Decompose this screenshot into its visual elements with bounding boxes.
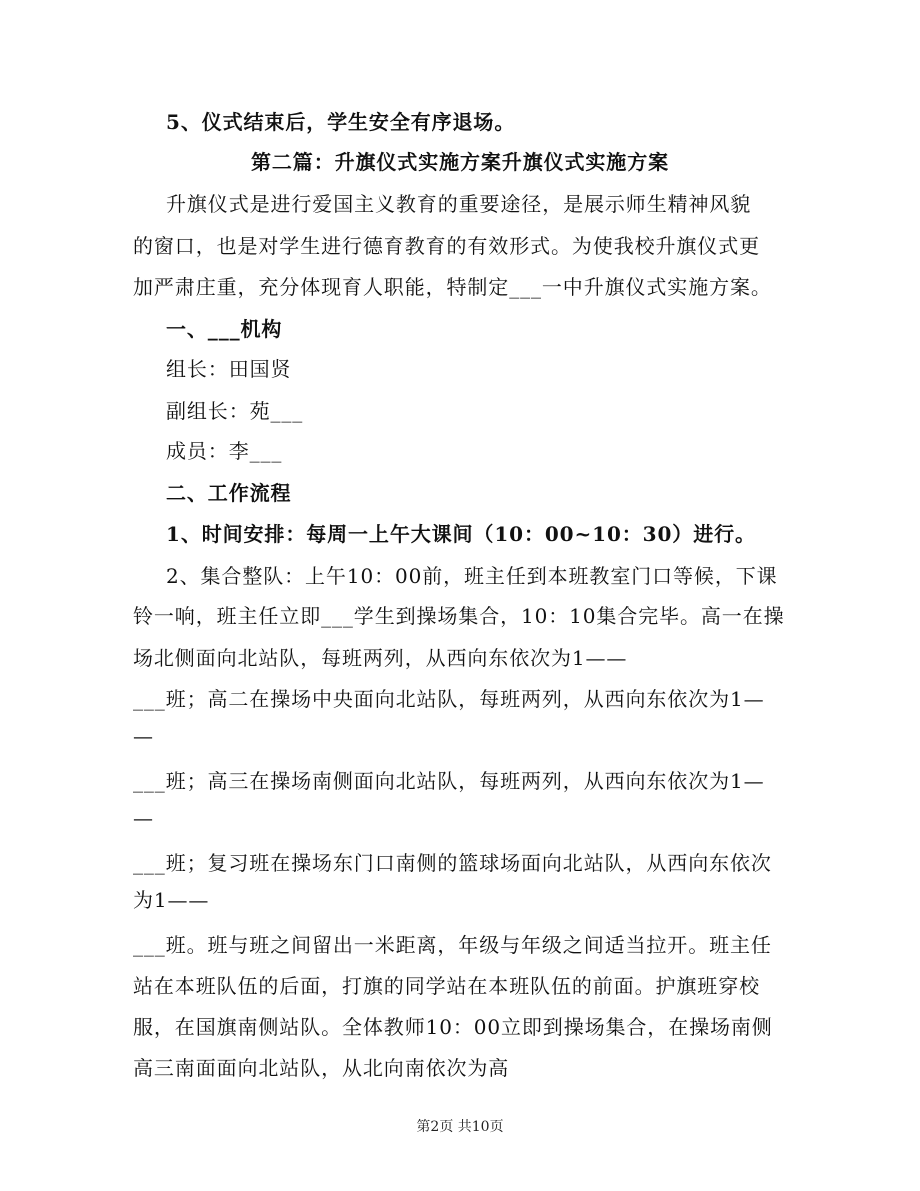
heading-workflow: 二、工作流程 — [166, 481, 292, 505]
schedule-line: 1、时间安排：每周一上午大课间（10：00~10：30）进行。 — [166, 522, 756, 546]
paragraph-line: 站在本班队伍的后面，打旗的同学站在本班队伍的前面。护旗班穿校 — [133, 974, 760, 998]
paragraph-line: ___班；复习班在操场东门口南侧的篮球场面向北站队，从西向东依次 — [133, 851, 772, 875]
paragraph-line: 服，在国旗南侧站队。全体教师10：00立即到操场集合，在操场南侧 — [133, 1015, 773, 1039]
paragraph-line: 铃一响，班主任立即___学生到操场集合，10：10集合完毕。高一在操 — [133, 604, 785, 628]
paragraph-line: ___班。班与班之间留出一米距离，年级与年级之间适当拉开。班主任 — [133, 933, 772, 957]
paragraph-line: 高三南面面向北站队，从北向南依次为高 — [133, 1056, 510, 1080]
paragraph-line: 2、集合整队：上午10：00前，班主任到本班教室门口等候，下课 — [166, 564, 778, 588]
list-item: 组长：田国贤 — [166, 357, 292, 381]
list-item: 副组长：苑___ — [166, 399, 304, 423]
paragraph-line: 的窗口，也是对学生进行德育教育的有效形式。为使我校升旗仪式更 — [133, 234, 760, 258]
paragraph-line: ___班；高三在操场南侧面向北站队，每班两列，从西向东依次为1— — [133, 769, 765, 793]
paragraph-line: — — [133, 724, 154, 748]
section-title: 第二篇：升旗仪式实施方案升旗仪式实施方案 — [251, 150, 669, 174]
paragraph-line: 为1—— — [133, 888, 210, 912]
paragraph-line: ___班；高二在操场中央面向北站队，每班两列，从西向东依次为1— — [133, 687, 765, 711]
paragraph-line: 升旗仪式是进行爱国主义教育的重要途径，是展示师生精神风貌 — [166, 192, 752, 216]
paragraph-line: 加严肃庄重，充分体现育人职能，特制定___一中升旗仪式实施方案。 — [133, 275, 772, 299]
paragraph-line: 场北侧面向北站队，每班两列，从西向东依次为1—— — [133, 646, 628, 670]
heading-organization: 一、___机构 — [166, 317, 283, 341]
page-footer: 第2页 共10页 — [416, 1119, 504, 1135]
list-item: 成员：李___ — [166, 439, 283, 463]
closing-step-line: 5、仪式结束后，学生安全有序退场。 — [166, 110, 516, 134]
paragraph-line: — — [133, 806, 154, 830]
